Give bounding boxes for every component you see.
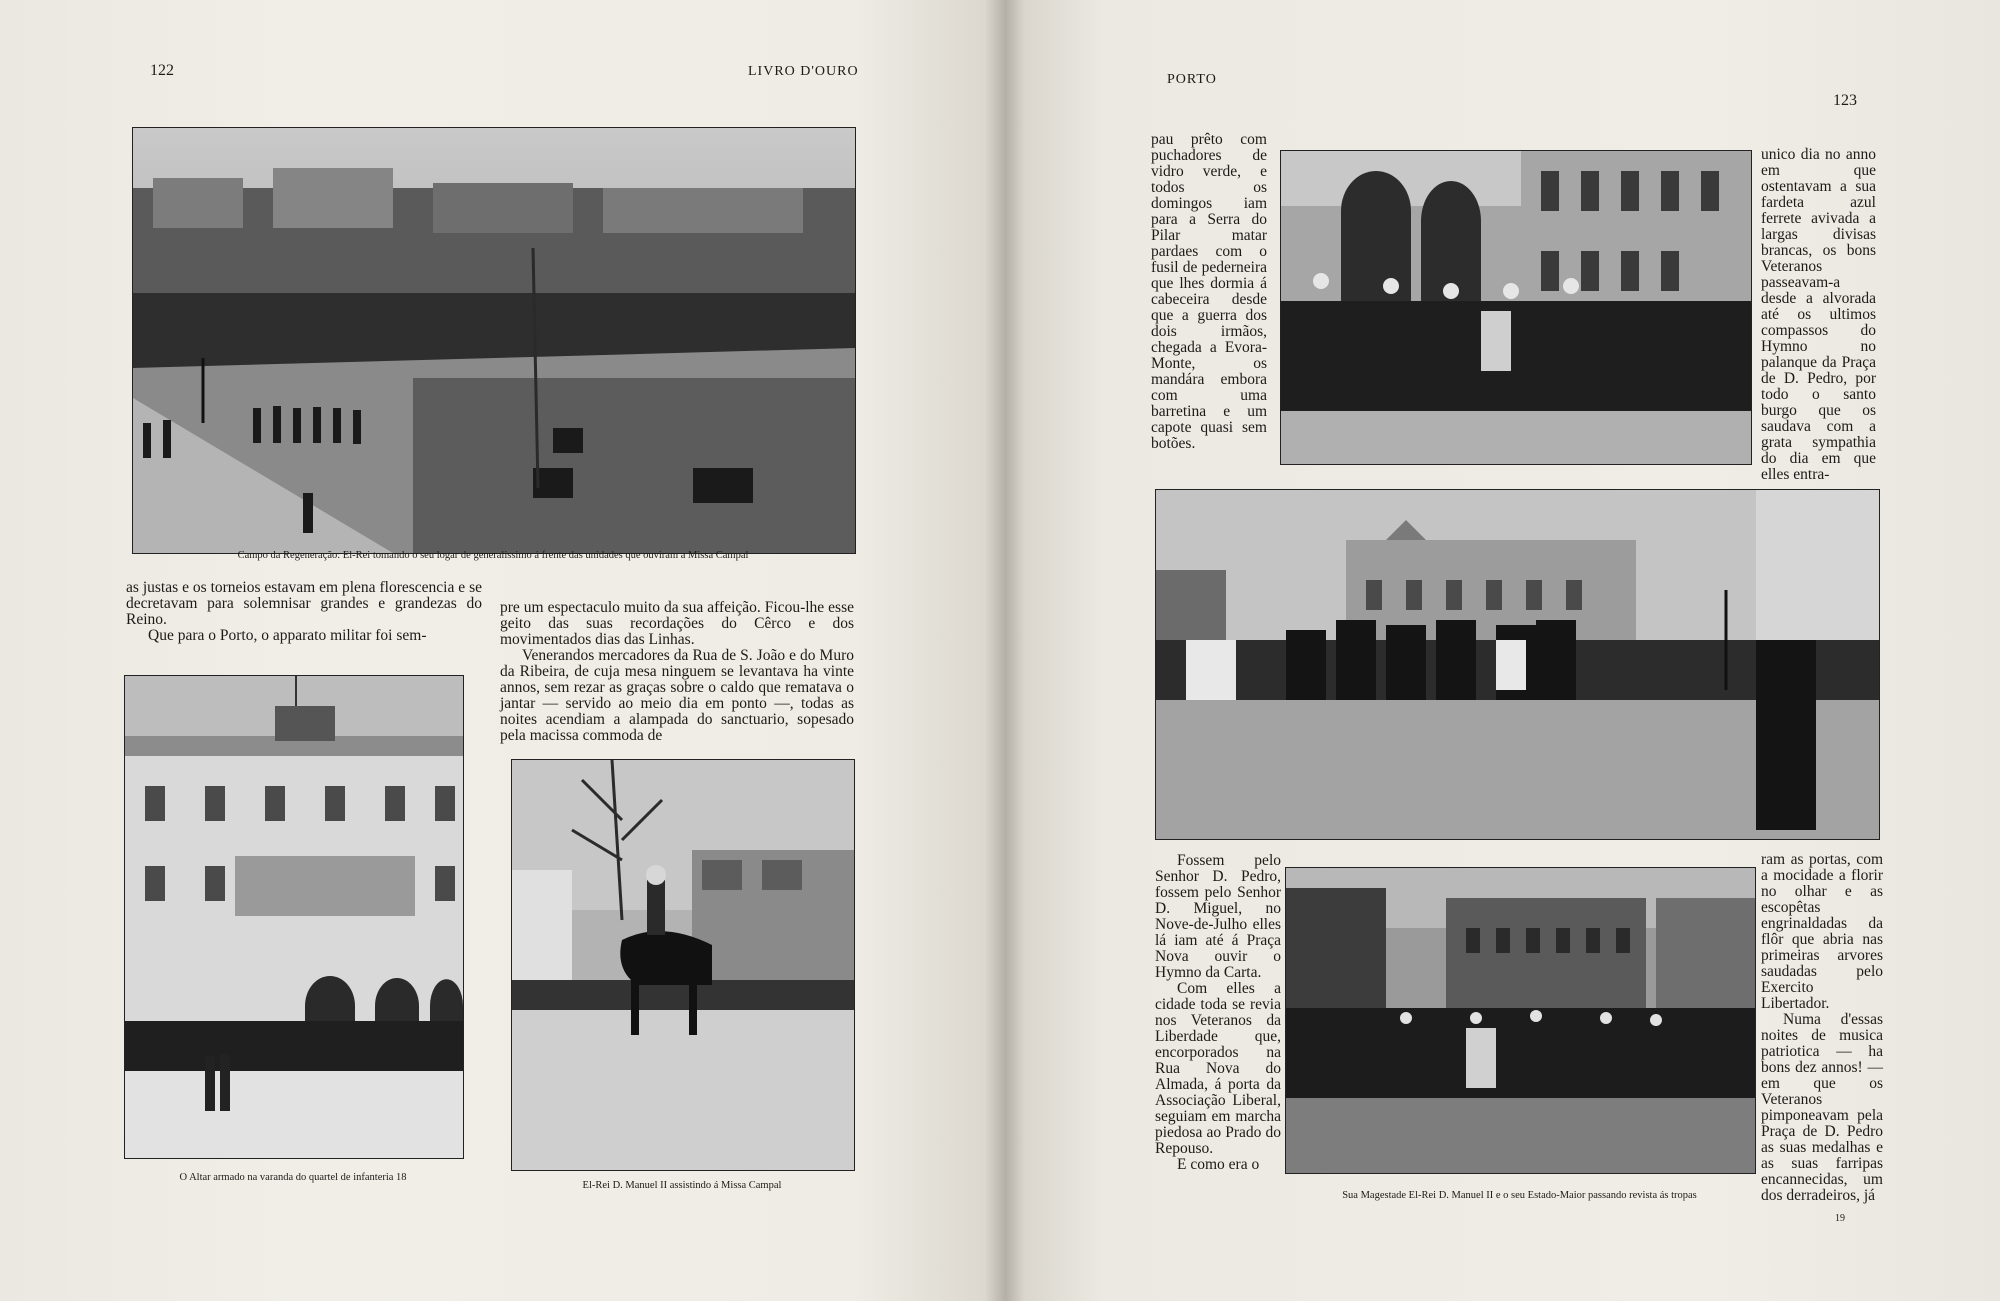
photo-cortejo-praca <box>1155 489 1880 840</box>
paragraph: ram as portas, com a mocidade a florir no olhar e as escopêtas engrinaldadas da flôr que abria nas primeiras arvores saudadas pelo Exercito Libertador. <box>1761 851 1883 1012</box>
photo-cavalaria-edificio <box>1280 150 1752 465</box>
right-page <box>1005 0 2000 1301</box>
paragraph: unico dia no anno em que ostentavam a sua fardeta azul ferrete avivada a largas divisas brancas, os bons Veteranos passeavam-a desde a alvorada até os ultimos compassos do Hymno no palanque da Praça de D. Pedro, por todo o santo burgo que os saudava com a grata sympathia do dia em que elles entra- <box>1761 146 1876 483</box>
paragraph: pre um espectaculo muito da sua affeição. Ficou-lhe esse geito das suas recordações do Cêrco e dos movimentados dias das Linhas. <box>500 599 854 648</box>
caption-top-photo: Campo da Regeneração: El-Rei tomando o seu logar de generalissimo á frente das unidades que ouviram a Missa Campal <box>237 550 749 561</box>
photo-revista-tropas <box>1285 867 1756 1174</box>
caption-revista-photo: Sua Magestade El-Rei D. Manuel II e o seu Estado-Maior passando revista ás tropas <box>1342 1190 1697 1201</box>
paragraph: pau prêto com puchadores de vidro verde, e todos os domingos iam para a Serra do Pilar matar pardaes com o fusil de pederneira que lhes dormia á cabeceira desde que a guerra dos dois irmãos, chegada a Evora-Monte, os mandára embora com uma barretina e um capote quasi sem botões. <box>1151 131 1267 452</box>
left-running-head: LIVRO D'OURO <box>748 64 859 79</box>
right-page-number: 123 <box>1833 92 1857 109</box>
caption-el-rei-photo: El-Rei D. Manuel II assistindo á Missa Campal <box>582 1180 782 1191</box>
paragraph: Venerandos mercadores da Rua de S. João e do Muro da Ribeira, de cuja mesa ninguem se levantava ha vinte annos, sem rezar as graças sobre o caldo que rematava o jantar — servido ao meio dia em ponto —, todas as noites acendiam a alampada do sanctuario, sopesado pela macissa commoda de <box>500 647 854 744</box>
text-column-1 <box>126 580 482 644</box>
left-page-number: 122 <box>150 62 174 79</box>
photo-campo-regeneracao <box>132 127 856 554</box>
paragraph: Numa d'essas noites de musica patriotica — ha bons dez annos! — em que os Veteranos pimponeavam pela Praça de D. Pedro as suas medalhas e as suas farripas encannecidas, um dos derradeiros, já <box>1761 1011 1883 1204</box>
photo-altar-quartel <box>124 675 464 1159</box>
right-running-head: PORTO <box>1167 72 1217 87</box>
paragraph: Que para o Porto, o apparato militar foi sem- <box>148 627 427 644</box>
paragraph: Com elles a cidade toda se revia nos Veteranos da Liberdade que, encorporados na Rua Nova do Almada, á porta da Associação Liberal, seguiam em marcha piedosa ao Prado do Repouso. <box>1155 980 1281 1157</box>
caption-altar-photo: O Altar armado na varanda do quartel de infanteria 18 <box>179 1172 407 1183</box>
text-top-right-column <box>1761 147 1876 483</box>
text-bottom-right-column <box>1761 852 1883 1204</box>
text-top-left-column <box>1151 132 1267 452</box>
book-gutter <box>985 0 1025 1301</box>
paragraph: as justas e os torneios estavam em plena florescencia e se decretavam para solemnisar grandes e grandezas do Reino. <box>126 579 482 628</box>
photo-el-rei-missa <box>511 759 855 1171</box>
paragraph: E como era o <box>1177 1156 1260 1173</box>
text-bottom-left-column <box>1155 853 1281 1173</box>
signature-mark: 19 <box>1835 1213 1845 1224</box>
text-column-2 <box>500 600 854 744</box>
paragraph: Fossem pelo Senhor D. Pedro, fossem pelo Senhor D. Miguel, no Nove-de-Julho elles lá iam até á Praça Nova ouvir o Hymno da Carta. <box>1155 852 1281 981</box>
